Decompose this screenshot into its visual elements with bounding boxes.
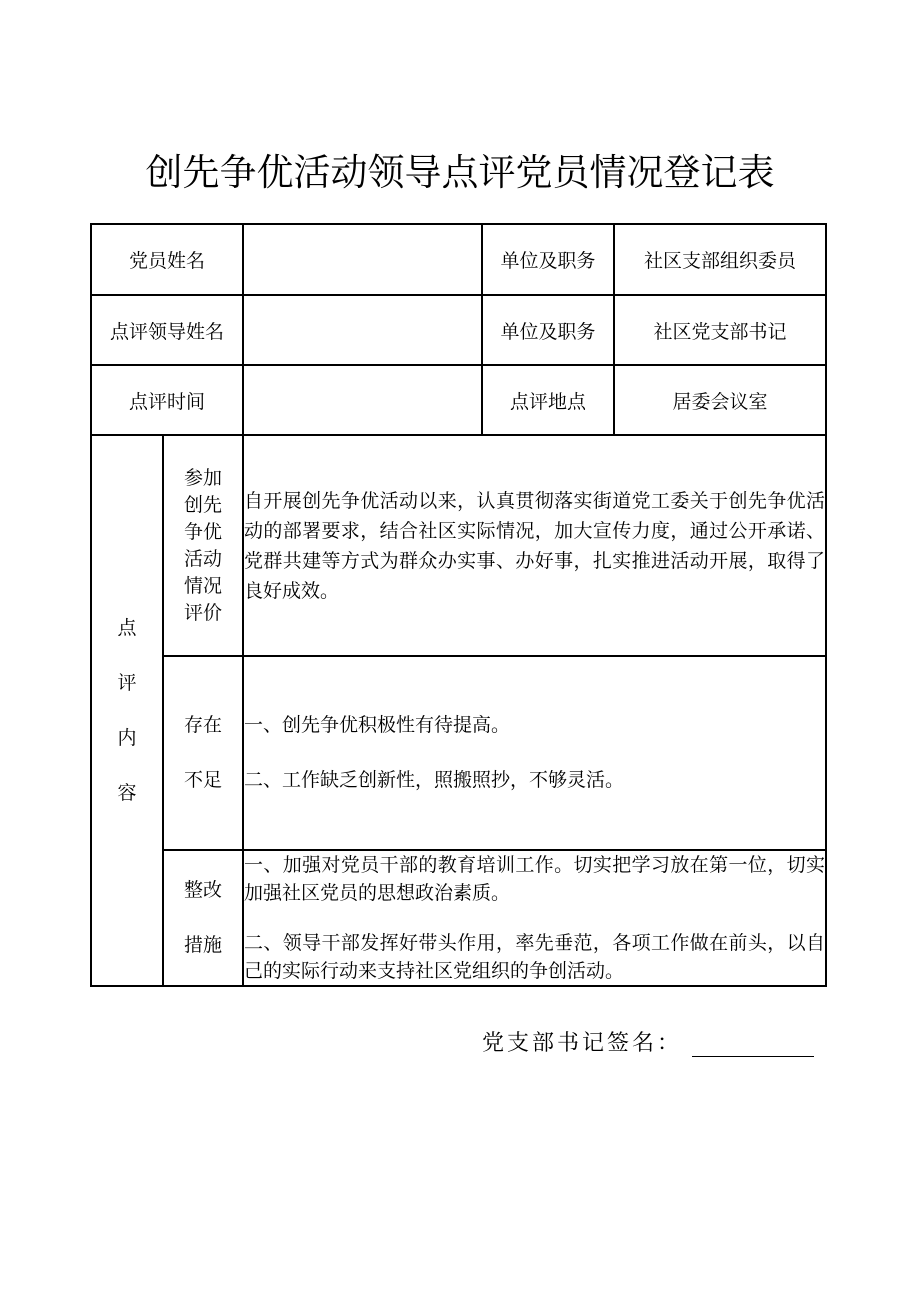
- shortcomings-text[interactable]: [243, 656, 826, 850]
- form-title: 创先争优活动领导点评党员情况登记表: [145, 151, 775, 194]
- registration-form-table: [90, 223, 827, 987]
- evaluation-label-line: 创先: [184, 493, 223, 516]
- measures-text[interactable]: [243, 850, 826, 986]
- table-row-evaluation: [91, 435, 826, 656]
- member-unit-position-value[interactable]: 社区支部组织委员: [614, 224, 826, 295]
- evaluation-label: [163, 435, 243, 656]
- member-unit-position-label: 单位及职务: [482, 224, 614, 295]
- shortcoming-item: 二、工作缺乏创新性，照搬照抄，不够灵活。: [244, 769, 625, 791]
- measures-label: [163, 850, 243, 986]
- table-row-shortcomings: [91, 656, 826, 850]
- signature-area: [482, 1026, 814, 1057]
- review-content-char: 点: [117, 616, 137, 639]
- leader-unit-position-label: 单位及职务: [482, 295, 614, 365]
- table-row-time-place: [91, 365, 826, 435]
- measures-label-line: 整改: [184, 879, 223, 901]
- review-time-value[interactable]: [243, 365, 482, 435]
- shortcomings-label-line: 存在: [184, 714, 223, 736]
- evaluation-label-line: 参加: [184, 466, 223, 489]
- table-row-measures: [91, 850, 826, 986]
- table-row-leader: [91, 295, 826, 365]
- evaluation-text[interactable]: 自开展创先争优活动以来，认真贯彻落实街道党工委关于创先争优活动的部署要求，结合社区实际情况，加大宣传力度，通过公开承诺、党群共建等方式为群众办实事、办好事，扎实推进活动开展，取得了良好成效。: [243, 435, 826, 656]
- leader-name-value[interactable]: [243, 295, 482, 365]
- evaluation-label-line: 争优: [184, 520, 223, 543]
- signature-line[interactable]: [692, 1034, 814, 1057]
- signature-label: 党支部书记签名：: [482, 1031, 683, 1056]
- shortcoming-item: 一、创先争优积极性有待提高。: [244, 714, 511, 736]
- measures-label-line: 措施: [184, 934, 223, 956]
- table-row-member: [91, 224, 826, 295]
- evaluation-label-line: 情况: [184, 574, 223, 597]
- review-place-value[interactable]: 居委会议室: [614, 365, 826, 435]
- review-time-label: 点评时间: [91, 365, 243, 435]
- review-content-char: 内: [117, 726, 137, 749]
- shortcomings-label: [163, 656, 243, 850]
- shortcomings-label-line: 不足: [184, 769, 223, 791]
- evaluation-label-line: 活动: [184, 547, 223, 570]
- member-name-label: 党员姓名: [91, 224, 243, 295]
- measure-item: 二、领导干部发挥好带头作用，率先垂范，各项工作做在前头，以自己的实际行动来支持社区党组织的争创活动。: [244, 932, 826, 982]
- evaluation-label-line: 评价: [184, 601, 223, 624]
- review-content-label: [91, 435, 163, 986]
- leader-name-label: 点评领导姓名: [91, 295, 243, 365]
- leader-unit-position-value[interactable]: 社区党支部书记: [614, 295, 826, 365]
- measure-item: 一、加强对党员干部的教育培训工作。切实把学习放在第一位，切实加强社区党员的思想政治素质。: [244, 854, 826, 904]
- review-content-char: 评: [117, 671, 137, 694]
- review-content-char: 容: [117, 781, 137, 804]
- member-name-value[interactable]: [243, 224, 482, 295]
- review-place-label: 点评地点: [482, 365, 614, 435]
